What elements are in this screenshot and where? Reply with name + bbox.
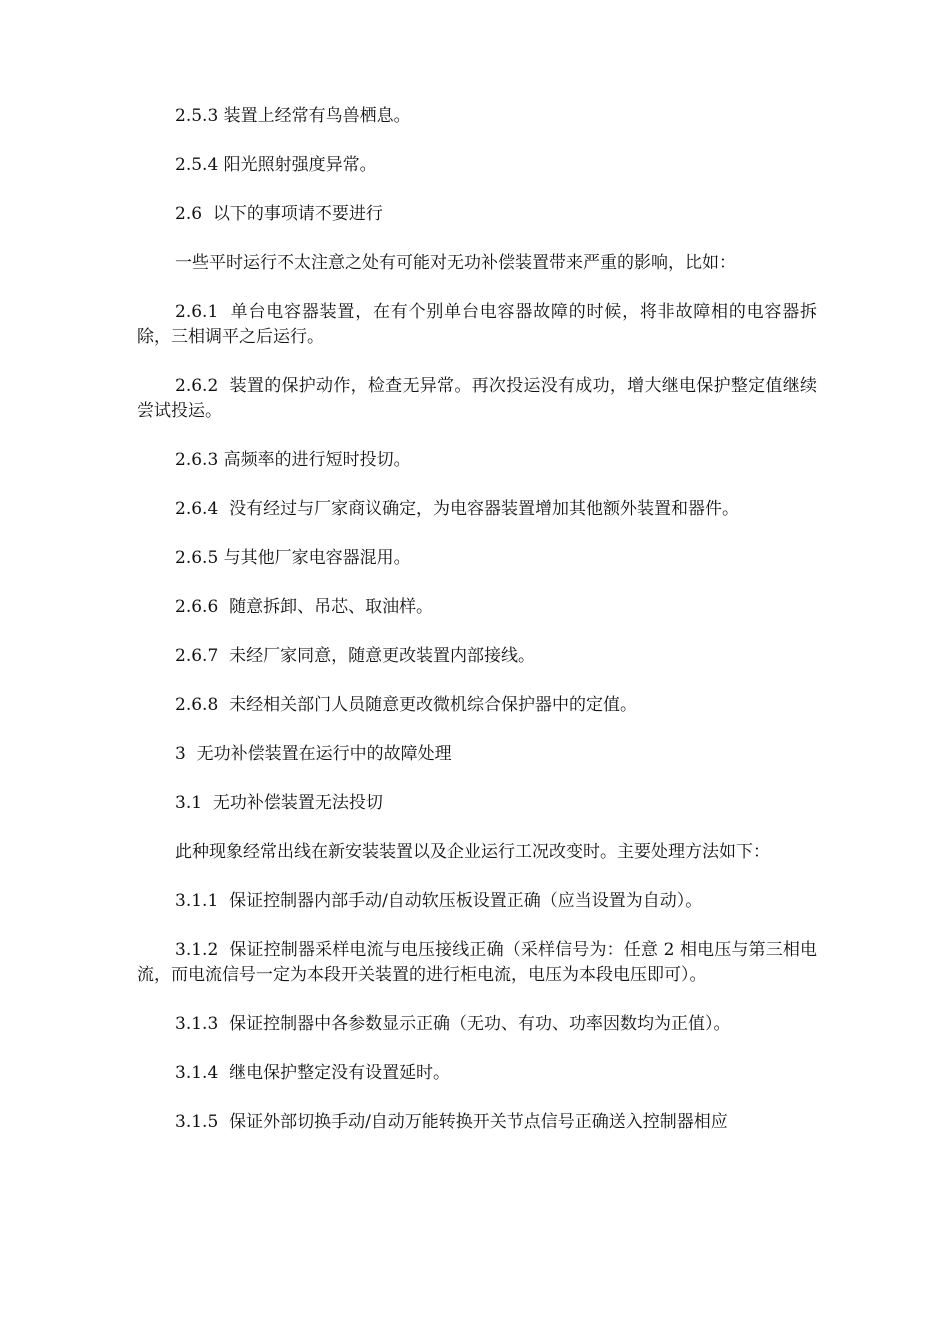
paragraph-3-1-4: 3.1.4 继电保护整定没有设置延时。 <box>175 1063 451 1083</box>
paragraph-2-5-4: 2.5.4 阳光照射强度异常。 <box>175 155 377 175</box>
paragraph-2-6-1: 2.6.1 单台电容器装置，在有个别单台电容器故障的时候，将非故障相的电容器拆除，三相调平之后运行。 <box>137 302 817 347</box>
paragraph-2-6-4: 2.6.4 没有经过与厂家商议确定，为电容器装置增加其他额外装置和器件。 <box>175 499 740 519</box>
paragraph-2-6-6: 2.6.6 随意拆卸、吊芯、取油样。 <box>175 597 434 617</box>
document-body <box>137 104 817 1159</box>
section-heading-3: 3 无功补偿装置在运行中的故障处理 <box>175 744 452 764</box>
paragraph-3-1-2: 3.1.2 保证控制器采样电流与电压接线正确（采样信号为：任意 2 相电压与第三相电流，而电流信号一定为本段开关装置的进行柜电流，电压为本段电压即可）。 <box>137 940 817 985</box>
paragraph-2-6-7: 2.6.7 未经厂家同意，随意更改装置内部接线。 <box>175 646 536 666</box>
paragraph-2-5-3: 2.5.3 装置上经常有鸟兽栖息。 <box>175 106 411 126</box>
paragraph-2-6-8: 2.6.8 未经相关部门人员随意更改微机综合保护器中的定值。 <box>175 695 638 715</box>
section-heading-2-6: 2.6 以下的事项请不要进行 <box>175 204 383 224</box>
paragraph-3-1-1: 3.1.1 保证控制器内部手动/自动软压板设置正确（应当设置为自动）。 <box>175 891 703 911</box>
paragraph-3-1-3: 3.1.3 保证控制器中各参数显示正确（无功、有功、功率因数均为正值）。 <box>175 1014 731 1034</box>
paragraph-2-6-5: 2.6.5 与其他厂家电容器混用。 <box>175 548 411 568</box>
paragraph-3-1-intro: 此种现象经常出线在新安装装置以及企业运行工况改变时。主要处理方法如下： <box>175 842 770 862</box>
paragraph-2-6-3: 2.6.3 高频率的进行短时投切。 <box>175 450 411 470</box>
paragraph-2-6-2: 2.6.2 装置的保护动作，检查无异常。再次投运没有成功，增大继电保护整定值继续尝试投运。 <box>137 376 817 421</box>
section-heading-3-1: 3.1 无功补偿装置无法投切 <box>175 793 383 813</box>
paragraph-intro: 一些平时运行不太注意之处有可能对无功补偿装置带来严重的影响，比如： <box>175 253 736 273</box>
paragraph-3-1-5: 3.1.5 保证外部切换手动/自动万能转换开关节点信号正确送入控制器相应 <box>175 1112 728 1132</box>
